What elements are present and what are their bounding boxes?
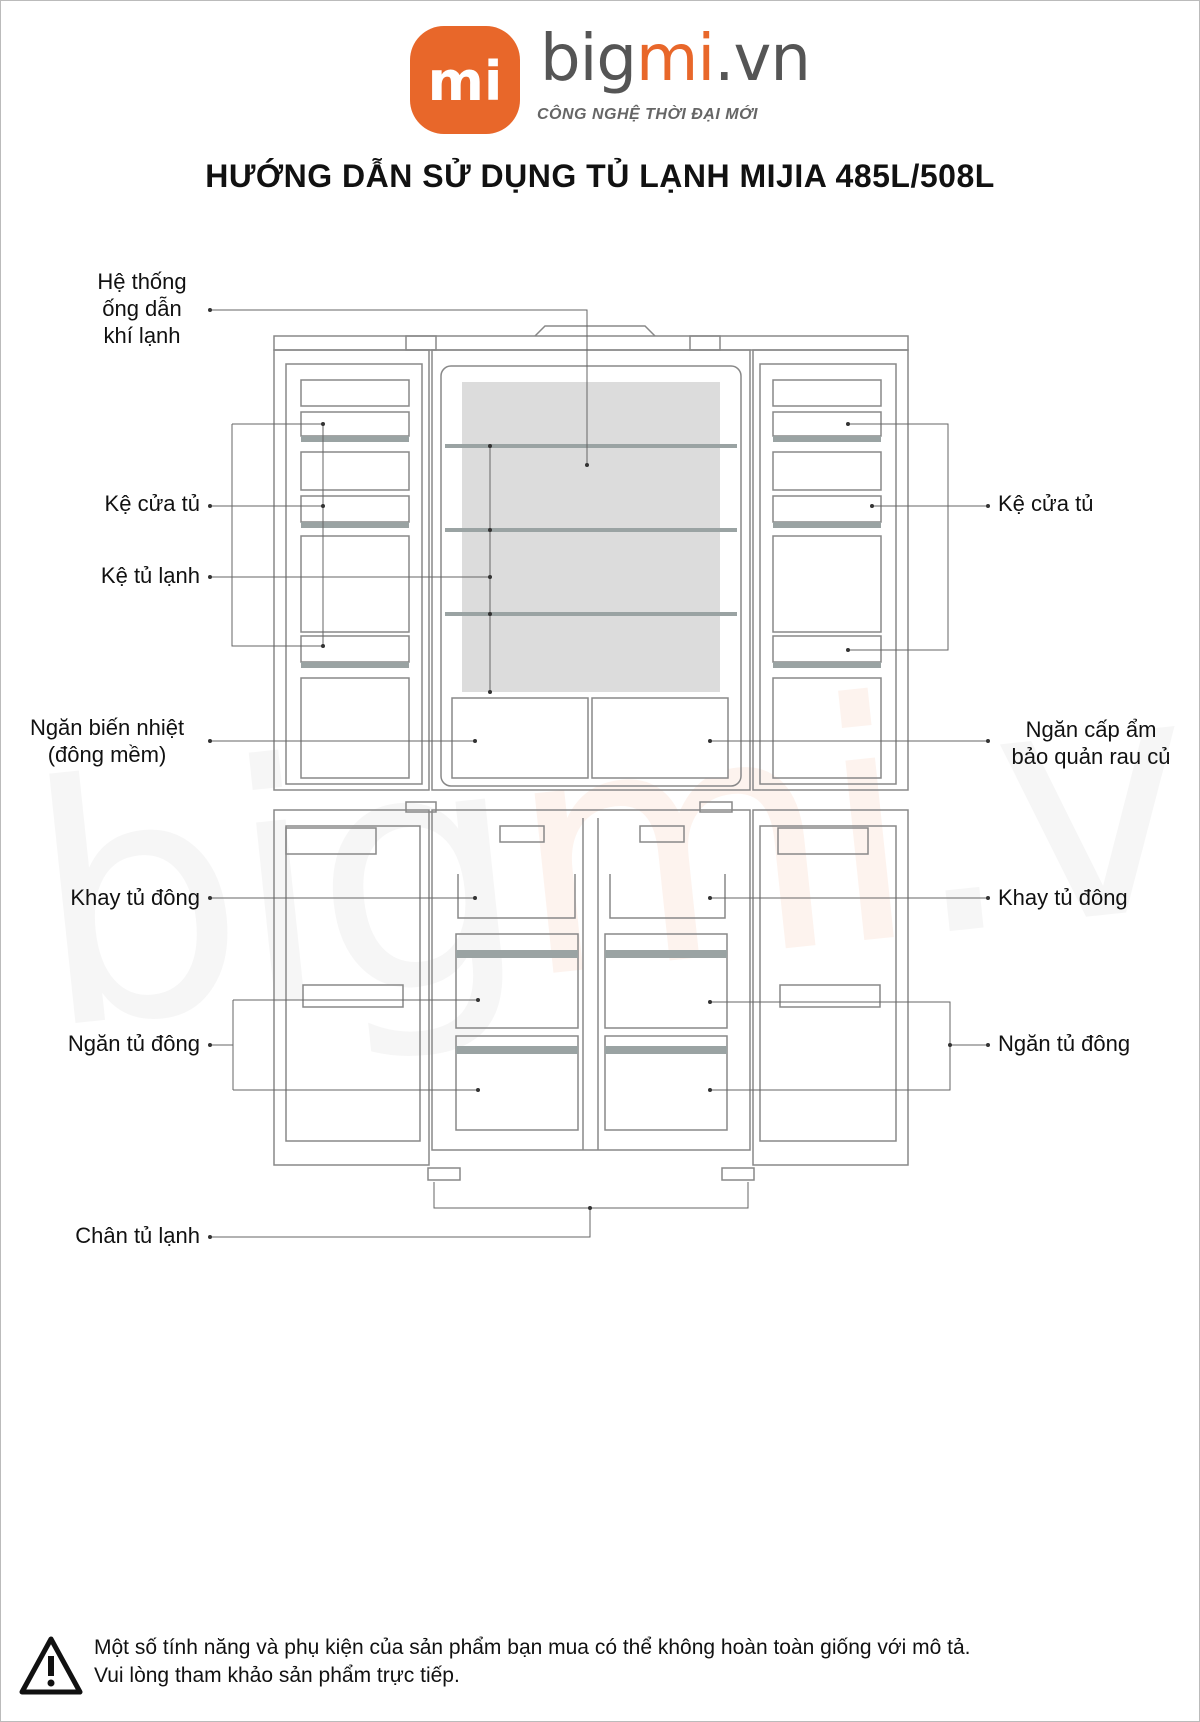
label-crisper-line2: bảo quản rau củ: [1011, 744, 1171, 769]
label-freezer-drawer-right: Ngăn tủ đông: [998, 1031, 1131, 1056]
freezer-compartment: [432, 810, 750, 1150]
freezer-tray-right: [610, 874, 725, 918]
brand-slogan: CÔNG NGHỆ THỜI ĐẠI MỚI: [537, 106, 758, 123]
disclaimer-line2: Vui lòng tham khảo sản phẩm trực tiếp.: [94, 1664, 460, 1687]
brand-prefix: big: [540, 22, 637, 96]
label-crisper-line1: Ngăn cấp ẩm: [1025, 717, 1157, 742]
shelf-edges: [301, 436, 881, 1054]
freezer-drawer-1: [456, 934, 578, 1028]
lower-right-door-panel: [778, 828, 868, 854]
label-crisper-drawer: [996, 716, 1186, 770]
left-foot: [428, 1168, 460, 1180]
convertible-drawer: [452, 698, 588, 778]
upper-left-door-inner: [286, 364, 422, 784]
top-vent: [535, 326, 655, 336]
freezer-tray-left: [458, 874, 575, 918]
brand-accent: mi: [636, 22, 715, 96]
disclaimer-line1: Một số tính năng và phụ kiện của sản phẩm bạn mua có thể không hoàn toàn giống với mô tả.: [94, 1636, 971, 1659]
label-convertible-line1: Ngăn biến nhiệt: [29, 715, 185, 740]
freezer-drawer-3: [605, 934, 727, 1028]
logo-text: mi: [427, 50, 503, 113]
watermark-accent: mi: [491, 630, 923, 1054]
upper-right-door-inner: [760, 364, 896, 784]
label-fridge-feet: Chân tủ lạnh: [75, 1223, 200, 1248]
fridge-top-rim: [274, 336, 908, 350]
left-hinge-top: [406, 336, 436, 350]
lower-left-door: [274, 810, 429, 1165]
right-foot: [722, 1168, 754, 1180]
lower-right-door-inner: [760, 826, 896, 1141]
crisper-drawer: [592, 698, 728, 778]
label-freezer-drawer-left: Ngăn tủ đông: [67, 1031, 200, 1056]
upper-right-door: [753, 350, 908, 790]
lower-left-door-inner: [286, 826, 420, 1141]
label-air-duct-line2: ống dẫn: [102, 296, 182, 321]
right-hinge-top: [690, 336, 720, 350]
upper-left-door: [274, 350, 429, 790]
label-door-shelf-right: Kệ cửa tủ: [998, 491, 1094, 516]
lower-left-door-panel: [286, 828, 376, 854]
label-air-duct-line1: Hệ thống: [97, 269, 187, 294]
page-title: HƯỚNG DẪN SỬ DỤNG TỦ LẠNH MIJIA 485L/508L: [205, 158, 995, 194]
fridge-interior: [462, 382, 720, 692]
label-convertible-line2: (đông mềm): [47, 742, 167, 767]
label-fridge-shelf: Kệ tủ lạnh: [100, 563, 200, 588]
label-air-duct-line3: khí lạnh: [103, 323, 181, 348]
label-freezer-tray-left: Khay tủ đông: [70, 885, 200, 910]
label-door-shelf-left: Kệ cửa tủ: [104, 491, 200, 516]
warning-icon: [18, 1634, 84, 1698]
lower-left-door-handle: [303, 985, 403, 1007]
disclaimer-note: [94, 1634, 971, 1690]
label-convertible-drawer: [12, 714, 202, 768]
brand-suffix: .vn: [714, 22, 810, 96]
lower-right-door: [753, 810, 908, 1165]
label-freezer-tray-right: Khay tủ đông: [998, 885, 1128, 910]
label-air-duct: [84, 268, 200, 349]
lower-right-door-handle: [780, 985, 880, 1007]
crisper-drawers: [452, 698, 728, 778]
